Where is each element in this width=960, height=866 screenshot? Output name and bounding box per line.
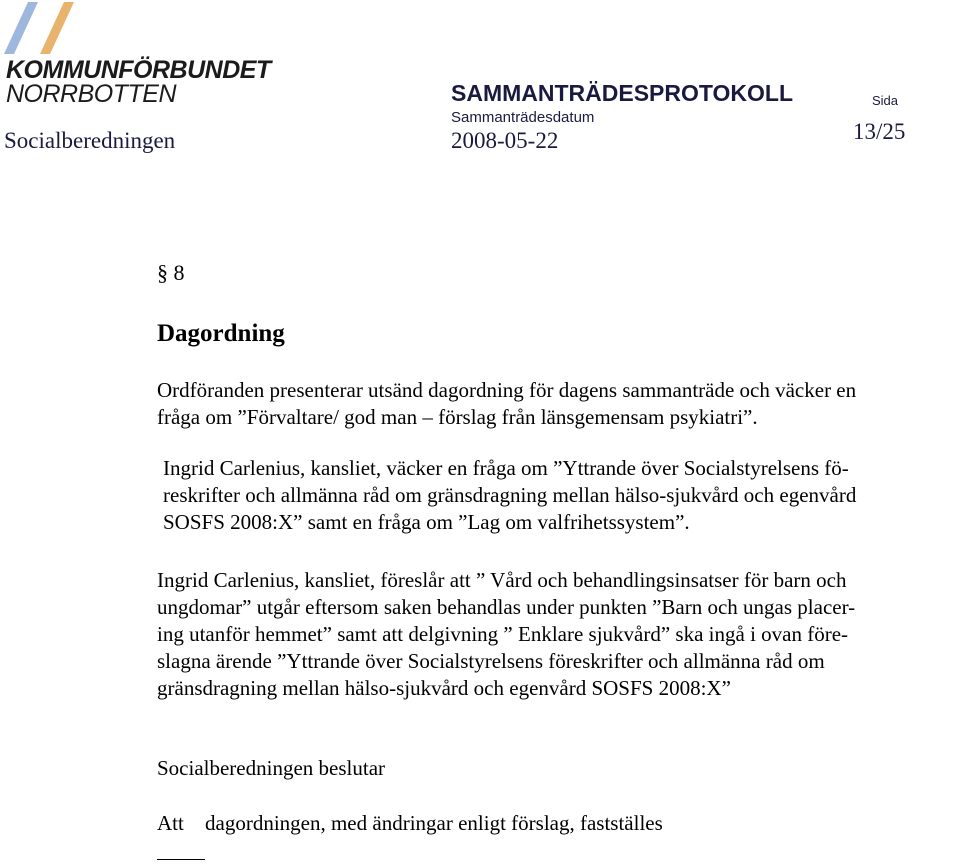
- document-title: SAMMANTRÄDESPROTOKOLL: [451, 80, 794, 106]
- page-number: 13/25: [853, 119, 906, 144]
- organization-logo: [4, 2, 271, 108]
- section-heading: Dagordning: [157, 320, 285, 347]
- paragraph-line: ing utanför hemmet” samt att delgivning ” Enklare sjukvård” ska ingå i ovan före-: [157, 622, 849, 646]
- logo-text-line1: KOMMUNFÖRBUNDET: [6, 56, 271, 84]
- organization-name: Socialberedningen: [4, 128, 176, 153]
- paragraph-agenda-presentation: [157, 377, 856, 431]
- logo-stripes-icon: [4, 2, 84, 62]
- paragraph-proposal: [157, 567, 855, 702]
- meeting-date-label: Sammanträdesdatum: [451, 109, 595, 126]
- decision-label: Socialberedningen beslutar: [157, 756, 386, 780]
- decision-row: [157, 812, 663, 835]
- page-label: Sida: [872, 93, 899, 108]
- decision-prefix: Att: [157, 811, 184, 835]
- logo-text-line2: NORRBOTTEN: [6, 80, 176, 108]
- paragraph-line: reskrifter och allmänna råd om gränsdragning mellan hälso-sjukvård och egenvård: [163, 483, 857, 507]
- paragraph-line: fråga om ”Förvaltare/ god man – förslag från länsgemensam psykiatri”.: [157, 405, 758, 429]
- signature-rule: [157, 859, 205, 860]
- paragraph-line: ungdomar” utgår eftersom saken behandlas under punkten ”Barn och ungas placer-: [157, 595, 856, 619]
- section-number: § 8: [157, 260, 185, 285]
- paragraph-line: slagna ärende ”Yttrande över Socialstyrelsens föreskrifter och allmänna råd om: [157, 649, 825, 673]
- paragraph-line: Ordföranden presenterar utsänd dagordning för dagens sammanträde och väcker en: [157, 378, 857, 402]
- paragraph-line: gränsdragning mellan hälso-sjukvård och egenvård SOSFS 2008:X”: [157, 676, 731, 700]
- paragraph-line: SOSFS 2008:X” samt en fråga om ”Lag om valfrihetssystem”.: [163, 510, 690, 534]
- paragraph-additional-questions: [163, 455, 856, 536]
- paragraph-line: Ingrid Carlenius, kansliet, föreslår att ” Vård och behandlingsinsatser för barn och: [157, 568, 847, 592]
- paragraph-line: Ingrid Carlenius, kansliet, väcker en fråga om ”Yttrande över Socialstyrelsens fö-: [163, 456, 849, 480]
- decision-text: dagordningen, med ändringar enligt förslag, fastställes: [205, 811, 663, 835]
- meeting-date: 2008-05-22: [451, 128, 559, 153]
